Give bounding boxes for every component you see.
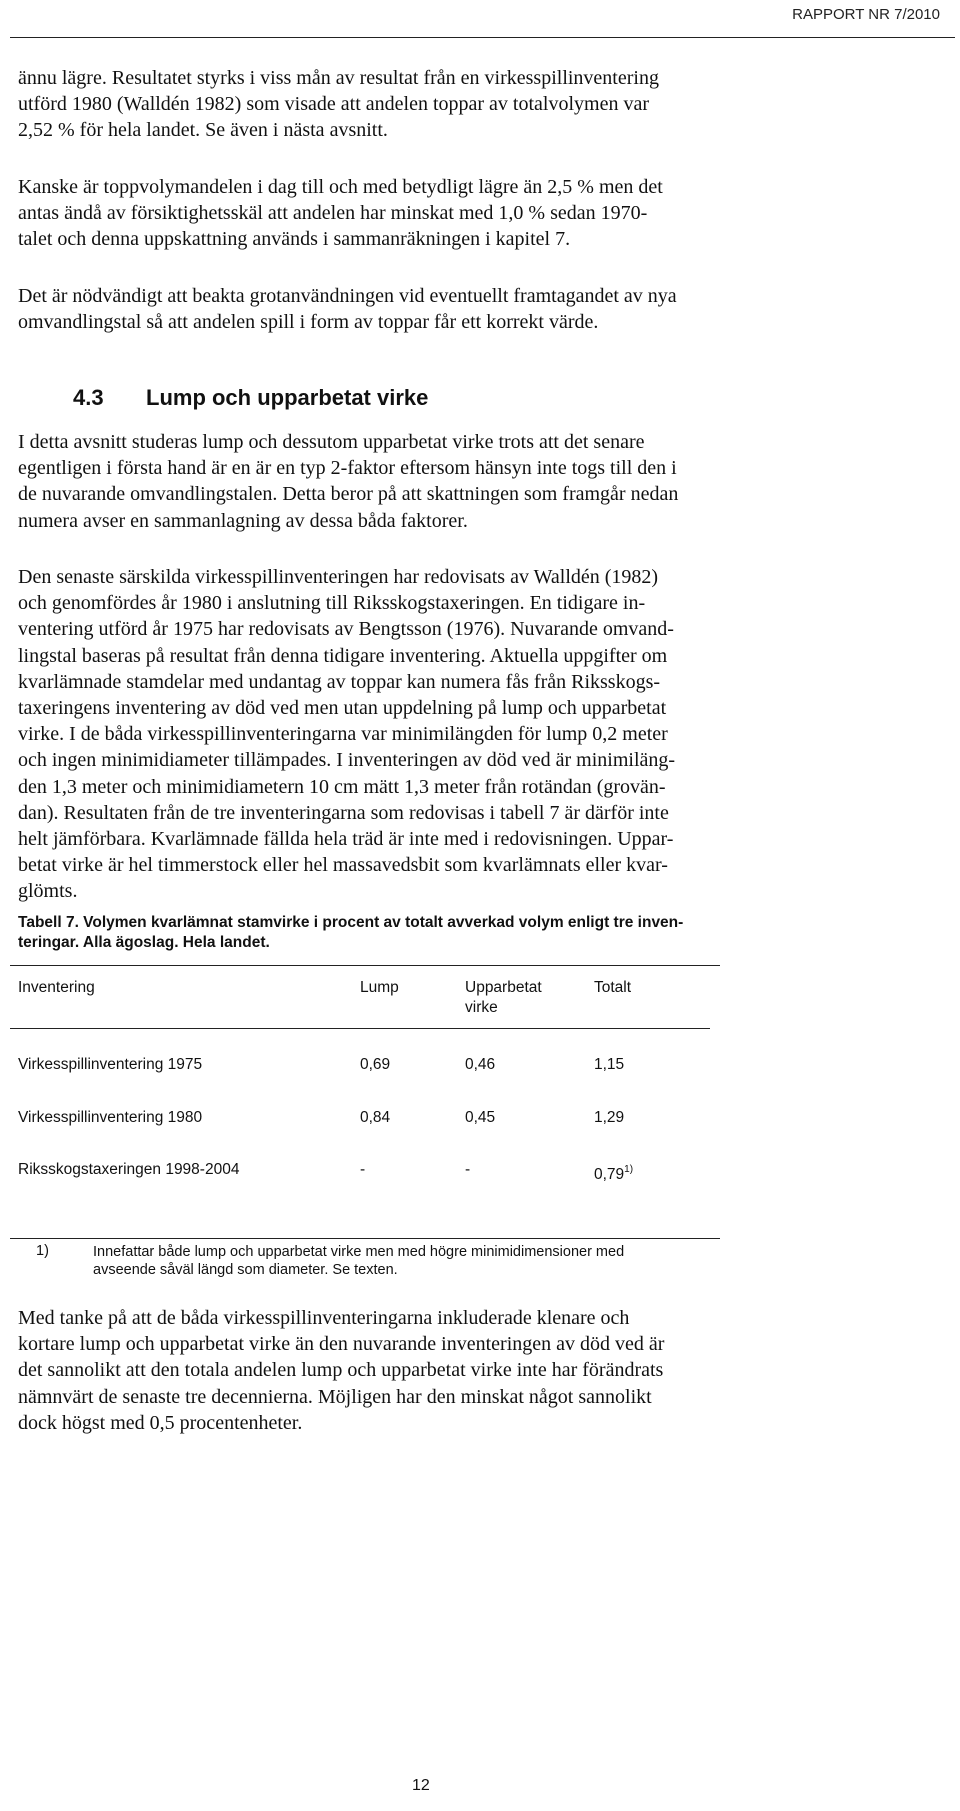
table-cell-totalt xyxy=(594,1160,633,1185)
table-cell-inventering: Virkesspillinventering 1975 xyxy=(18,1056,203,1073)
table-cell-lump: 0,84 xyxy=(360,1109,391,1126)
footnote-reference: 1) xyxy=(624,1164,634,1175)
table-cell-totalt: 1,29 xyxy=(594,1109,625,1126)
table-bottom-rule xyxy=(10,1238,720,1239)
paragraph-conclusion: Med tanke på att de båda virkesspillinventeringarna inkluderade klenare och kortare lump och upparbetat virke än den nuvarande inventeringen av död ved är det sannolikt att den totala andelen lump och upparbetat virke inte har förändrats nämnvärt de senaste tre decennierna. Möjligen har den minskat något sannolikt dock högst med 0,5 procentenheter. xyxy=(18,1307,665,1434)
paragraph-top-continuation: ännu lägre. Resultatet styrks i viss mån av resultat från en virkesspillinventering utförd 1980 (Walldén 1982) som visade att andelen toppar av totalvolymen var 2,52 % för hela landet. Se även i nästa avsnitt. xyxy=(18,67,659,142)
table-header-inventering: Inventering xyxy=(18,979,95,996)
section-title: Lump och upparbetat virke xyxy=(146,385,429,410)
paragraph-inventory-history: Den senaste särskilda virkesspillinventeringen har redovisats av Walldén (1982) och genomfördes år 1980 i anslutning till Riksskogstaxeringen. En tidigare in- ventering utförd år 1975 har redovisats av Bengtsson (1976). Nuvarande omvand- lingstal baseras på resultat från denna tidigare inventering. Aktuella uppgifter om kvarlämnade stamdelar med undantag av toppar kan numera fås från Riksskogs- taxeringens inventering av död ved men utan uppdelning på lump och upparbetat virke. I de båda virkesspillinventeringarna var minimilängden för lump 0,2 meter och ingen minimidiameter tillämpades. I inventeringen av död ved är minimiläng- den 1,3 meter och minimidiametern 10 cm mätt 1,3 meter från rotändan (grovän- dan). Resultaten från de tre inventeringarna som redovisas i tabell 7 är därför inte helt jämförbara. Kvarlämnade fällda hela träd är inte med i redovisningen. Uppar- betat virke är hel timmerstock eller hel massavedsbit som kvarlämnats eller kvar- glömts. xyxy=(18,566,676,903)
paragraph-grotanvandning: Det är nödvändigt att beakta grotanvändningen vid eventuellt framtagandet av nya omvandlingstal så att andelen spill i form av toppar får ett korrekt värde. xyxy=(18,285,677,334)
paragraph-toppvolym: Kanske är toppvolymandelen i dag till och med betydligt lägre än 2,5 % men det antas ändå av försiktighetsskäl att andelen har minskat med 1,0 % sedan 1970- talet och denna uppskattning används i sammanräkningen i kapitel 7. xyxy=(18,176,663,251)
report-header: RAPPORT NR 7/2010 xyxy=(792,6,940,23)
paragraph-section-intro: I detta avsnitt studeras lump och dessutom upparbetat virke trots att det senare egentligen i första hand är en är en typ 2-faktor eftersom hänsyn inte togs till den i de nuvarande omvandlingstalen. Detta beror på att skattningen som framgår nedan numera avser en sammanlagning av dessa båda faktorer. xyxy=(18,431,679,532)
table-header-rule xyxy=(10,1028,710,1029)
table-cell-totalt: 1,15 xyxy=(594,1056,625,1073)
table-cell-lump: - xyxy=(360,1161,366,1178)
table-cell-upparbetat: 0,45 xyxy=(465,1109,496,1126)
table-top-rule xyxy=(10,965,720,966)
table-header-totalt: Totalt xyxy=(594,979,632,996)
table-cell-inventering: Riksskogstaxeringen 1998-2004 xyxy=(18,1161,240,1178)
section-heading xyxy=(73,385,428,411)
table-cell-lump: 0,69 xyxy=(360,1056,391,1073)
table-cell-upparbetat: - xyxy=(465,1161,471,1178)
page-number: 12 xyxy=(412,1777,430,1794)
table-header-upparbetat: Upparbetat virke xyxy=(465,979,542,1016)
header-divider xyxy=(10,37,955,38)
section-number: 4.3 xyxy=(73,385,104,410)
table-cell-totalt-value: 0,79 xyxy=(594,1166,625,1183)
table-cell-upparbetat: 0,46 xyxy=(465,1056,496,1073)
footnote-marker: 1) xyxy=(36,1243,49,1259)
footnote-text: Innefattar både lump och upparbetat virke men med högre minimidimensioner med avseende såväl längd som diameter. Se texten. xyxy=(93,1244,625,1278)
table-caption: Tabell 7. Volymen kvarlämnat stamvirke i procent av totalt avverkad volym enligt tre inven- teringar. Alla ägoslag. Hela landet. xyxy=(18,914,684,951)
table-cell-inventering: Virkesspillinventering 1980 xyxy=(18,1109,203,1126)
table-header-lump: Lump xyxy=(360,979,399,996)
